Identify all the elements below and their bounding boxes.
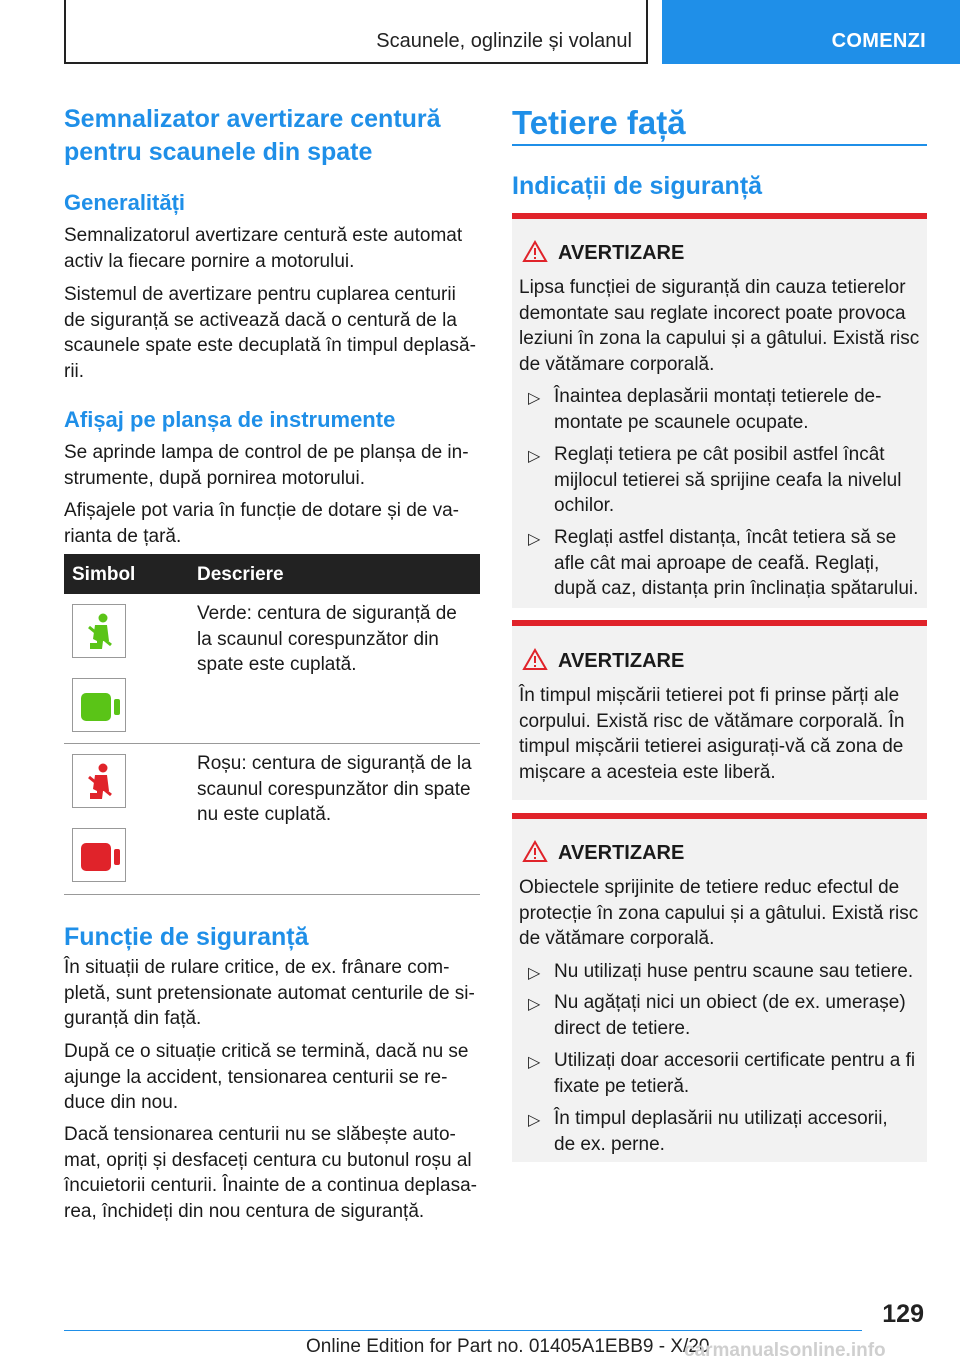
tab-comenzi[interactable]	[662, 0, 960, 64]
text-line: Nu agățați nici un obiect (de ex. umerașe)	[554, 992, 906, 1013]
watermark-text: carmanualsonline.info	[684, 1340, 886, 1361]
text-line: spate este cuplată.	[197, 654, 357, 676]
text-line: Înaintea deplasării montați tetierele de-	[554, 386, 882, 407]
text-line: scaunul corespunzător din spate	[197, 778, 471, 800]
warning-box	[512, 213, 927, 608]
seatbelt-unfastened-icon	[72, 754, 126, 808]
page-title: Tetiere față	[512, 104, 686, 141]
text-line: încuietorii centurii. Înainte de a continua deplasa-	[64, 1175, 477, 1197]
paragraph	[64, 440, 469, 491]
text-line: Verde: centura de siguranță de	[197, 603, 457, 624]
table-row	[64, 744, 480, 895]
footer-rule	[64, 1330, 862, 1331]
text-line: După ce o situație critică se termină, dacă nu se	[64, 1041, 469, 1062]
text-line: scaunele spate este decuplată în timpul deplasă-	[64, 335, 476, 357]
text-line: Reglați tetiera pe cât posibil astfel încât	[554, 444, 885, 465]
text-line: nu este cuplată.	[197, 804, 332, 826]
text-line: Dacă tensionarea centurii nu se slăbește auto-	[64, 1124, 456, 1145]
warning-triangle-icon	[522, 240, 548, 263]
text-line: la scaunul corespunzător din	[197, 628, 439, 650]
text-line: Reglați astfel distanța, încât tetiera să se	[554, 527, 897, 548]
text-line: direct de tetiere.	[554, 1017, 691, 1039]
col-description: Descriere	[197, 564, 284, 585]
section-title: Scaunele, oglinzile și volanul	[376, 30, 632, 52]
paragraph	[64, 955, 475, 1032]
text-line: Nu utilizați huse pentru scaune sau tetiere.	[554, 961, 914, 982]
text-line: de vătămare corporală.	[519, 353, 715, 375]
text-line: În situații de rulare critice, de ex. frânare com-	[64, 957, 450, 978]
bullet-text	[554, 959, 924, 985]
table-header	[64, 554, 480, 594]
text-line: Sistemul de avertizare pentru cuplarea centurii	[64, 284, 456, 305]
text-line: Se aprinde lampa de control de pe planșa de in-	[64, 442, 469, 463]
green-indicator-icon	[72, 678, 126, 732]
warning-box	[512, 620, 927, 800]
text-line: Obiectele sprijinite de tetiere reduc efectul de	[519, 877, 900, 898]
warning-label: AVERTIZARE	[558, 650, 685, 672]
text-line: Lipsa funcției de siguranță din cauza tetierelor	[519, 277, 906, 298]
title-underline	[512, 144, 927, 146]
text-line: strumente, după pornirea motorului.	[64, 467, 365, 489]
bullet-triangle-icon: ▷	[528, 1112, 541, 1129]
subheading-function: Funcție de siguranță	[64, 923, 309, 951]
text-line: activ la fiecare pornire a motorului.	[64, 250, 355, 272]
paragraph	[64, 282, 476, 384]
text-line: de vătămare corporală.	[519, 928, 715, 950]
text-line: leziuni în zona la capului și a gâtului. Există risc	[519, 328, 920, 350]
text-line: duce din nou.	[64, 1092, 179, 1114]
warning-label: AVERTIZARE	[558, 842, 685, 864]
text-line: de siguranță se activează dacă o centură de la	[64, 309, 457, 331]
text-line: corpului. Există risc de vătămare corporală. În	[519, 710, 905, 732]
bullet-text	[554, 1048, 924, 1099]
row-description	[197, 601, 477, 678]
text-line: de ex. perne.	[554, 1133, 665, 1155]
text-line: rianta de țară.	[64, 525, 182, 547]
col-symbol: Simbol	[72, 564, 136, 585]
paragraph	[64, 498, 459, 549]
heading-line: pentru scaunele din spate	[64, 138, 373, 166]
bullet-text	[554, 384, 924, 435]
bullet-triangle-icon: ▷	[528, 390, 541, 407]
paragraph	[64, 1122, 477, 1224]
text-line: rii.	[64, 360, 85, 382]
text-line: după caz, distanța prin înclinația spătarului.	[554, 578, 919, 600]
text-line: Semnalizatorul avertizare centură este automat	[64, 225, 463, 246]
text-line: Utilizați doar accesorii certificate pentru a fi	[554, 1050, 916, 1071]
table-row	[64, 594, 480, 744]
section-heading	[64, 103, 441, 169]
paragraph	[64, 1039, 468, 1116]
warning-text	[519, 875, 918, 952]
bullet-triangle-icon: ▷	[528, 996, 541, 1013]
warning-label: AVERTIZARE	[558, 242, 685, 264]
bullet-triangle-icon: ▷	[528, 1054, 541, 1071]
edition-text: Online Edition for Part no. 01405A1EBB9 - X/20	[306, 1336, 710, 1357]
text-line: ochilor.	[554, 495, 615, 517]
bullet-text	[554, 525, 924, 602]
subheading-general: Generalități	[64, 190, 186, 215]
warning-box	[512, 813, 927, 1162]
text-line: demontate sau reglate incorect poate provoca	[519, 302, 906, 324]
warning-text	[519, 275, 919, 377]
row-description	[197, 751, 477, 828]
warning-text	[519, 683, 904, 785]
text-line: guranță din față.	[64, 1008, 202, 1030]
text-line: rea, închideți din nou centura de siguranță.	[64, 1200, 425, 1222]
page-number: 129	[882, 1300, 924, 1328]
heading-line: Semnalizator avertizare centură	[64, 105, 441, 133]
subheading-safety: Indicații de siguranță	[512, 172, 763, 200]
text-line: timpul mișcării tetierei asigurați-vă că zona de	[519, 736, 904, 758]
seatbelt-fastened-icon	[72, 604, 126, 658]
text-line: Roșu: centura de siguranță de la	[197, 753, 472, 774]
text-line: pletă, sunt pretensionate automat centurile de si-	[64, 982, 475, 1004]
paragraph	[64, 223, 462, 274]
red-indicator-icon	[72, 828, 126, 882]
bullet-triangle-icon: ▷	[528, 448, 541, 465]
text-line: În timpul deplasării nu utilizați accesorii,	[554, 1108, 888, 1129]
text-line: mijlocul tetierei să sprijine ceafa la nivelul	[554, 469, 902, 491]
subheading-display: Afișaj pe planșa de instrumente	[64, 407, 396, 432]
bullet-text	[554, 990, 924, 1041]
text-line: mișcare a acesteia este liberă.	[519, 761, 776, 783]
text-line: În timpul mișcării tetierei pot fi prinse părți ale	[519, 685, 900, 706]
symbol-table	[64, 554, 480, 895]
bullet-text	[554, 1106, 924, 1157]
text-line: fixate pe tetieră.	[554, 1075, 690, 1097]
header-frame	[64, 0, 648, 64]
text-line: Afișajele pot varia în funcție de dotare și de va-	[64, 500, 460, 521]
warning-triangle-icon	[522, 840, 548, 863]
warning-triangle-icon	[522, 648, 548, 671]
text-line: protecție în zona capului și a gâtului. Există risc	[519, 902, 919, 924]
text-line: montate pe scaunele ocupate.	[554, 411, 809, 433]
bullet-triangle-icon: ▷	[528, 531, 541, 548]
bullet-text	[554, 442, 924, 519]
text-line: mat, opriți și desfaceți centura cu butonul roșu al	[64, 1149, 472, 1171]
tab-label: COMENZI	[831, 30, 926, 52]
text-line: ajunge la accident, tensionarea centurii se re-	[64, 1066, 448, 1088]
bullet-triangle-icon: ▷	[528, 965, 541, 982]
text-line: afle cât mai aproape de ceafă. Reglați,	[554, 552, 880, 574]
